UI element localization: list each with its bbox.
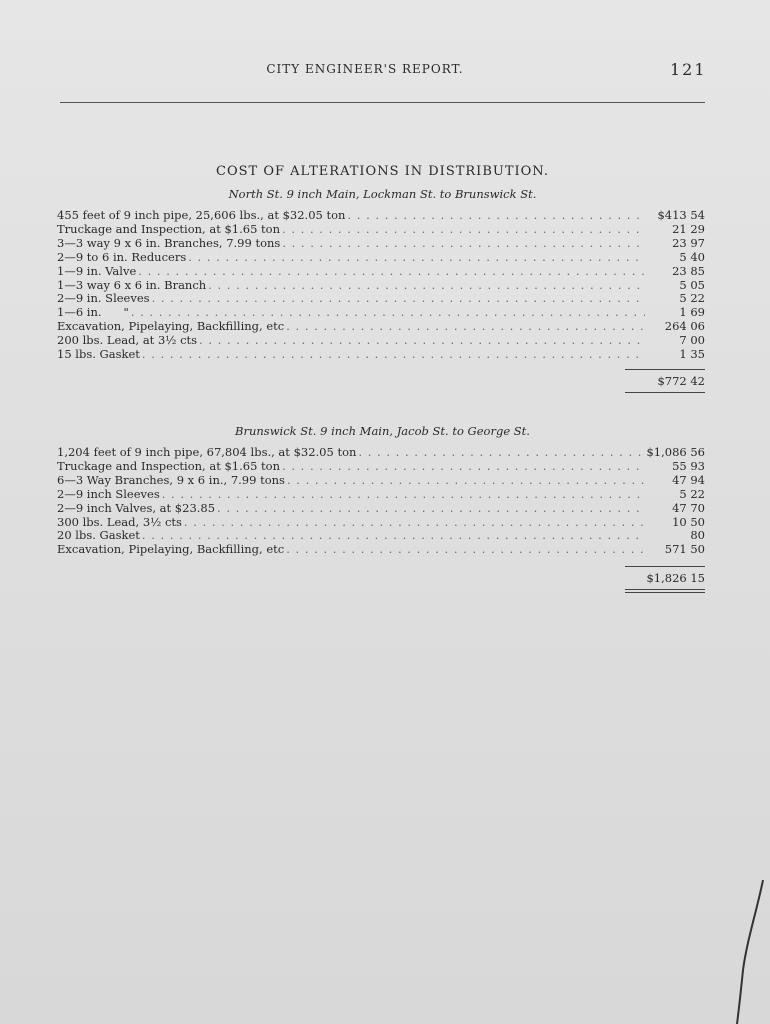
item-amount: 21 29 [672, 221, 705, 236]
item-description: Truckage and Inspection, at $1.65 ton [57, 458, 281, 473]
item-description: 20 lbs. Gasket [57, 528, 140, 543]
ledger-row [57, 306, 705, 320]
item-amount: 47 70 [672, 500, 705, 515]
item-description: 2—9 in. Sleeves [57, 291, 150, 306]
ledger-row [57, 474, 705, 488]
page-fold-mark [735, 880, 765, 1024]
ledger-row [57, 334, 705, 348]
ledger-row [57, 348, 705, 362]
item-description: 1—3 way 6 x 6 in. Branch [57, 277, 207, 292]
page-number: 121 [670, 60, 707, 79]
ledger-row [57, 209, 705, 223]
item-description: Excavation, Pipelaying, Backfilling, etc [57, 319, 285, 334]
item-description: 2—9 inch Valves, at $23.85 [57, 500, 216, 515]
item-amount: 23 97 [672, 235, 705, 250]
item-description: 1—6 in. " [57, 305, 129, 320]
item-amount: 5 22 [679, 486, 705, 501]
item-amount: 47 94 [672, 472, 705, 487]
cost-ledger [57, 446, 705, 557]
item-amount: 264 06 [664, 319, 705, 334]
item-amount: 1 35 [679, 347, 705, 362]
item-description: 1,204 feet of 9 inch pipe, 67,804 lbs., at $32.05 ton [57, 445, 357, 459]
ledger-row [57, 279, 705, 293]
item-amount: 5 22 [679, 291, 705, 306]
block-total [625, 566, 705, 593]
ledger-row [57, 488, 705, 502]
block-total [625, 369, 705, 393]
item-amount: 5 40 [679, 249, 705, 264]
item-amount: 5 05 [679, 277, 705, 292]
item-description: Truckage and Inspection, at $1.65 ton [57, 221, 281, 236]
item-description: 200 lbs. Lead, at 3½ cts [57, 333, 198, 348]
item-amount: $413 54 [657, 208, 705, 222]
item-amount: 1 69 [679, 305, 705, 320]
item-amount: 10 50 [672, 514, 705, 529]
cost-ledger [57, 209, 705, 362]
header-rule [60, 102, 705, 103]
ledger-row [57, 502, 705, 516]
ledger-row [57, 292, 705, 306]
item-amount: $1,086 56 [646, 445, 705, 459]
ledger-row [57, 460, 705, 474]
running-header: CITY ENGINEER'S REPORT. [266, 62, 464, 76]
item-description: 6—3 Way Branches, 9 x 6 in., 7.99 tons [57, 472, 285, 487]
total-amount: $1,826 15 [646, 571, 705, 585]
item-amount: 55 93 [672, 458, 705, 473]
ledger-row [57, 516, 705, 530]
item-description: 455 feet of 9 inch pipe, 25,606 lbs., at $32.05 ton [57, 208, 346, 222]
item-description: 15 lbs. Gasket [57, 347, 140, 362]
block-subtitle: Brunswick St. 9 inch Main, Jacob St. to George St. [235, 424, 530, 438]
ledger-row [57, 320, 705, 334]
ledger-row [57, 529, 705, 543]
item-description: Excavation, Pipelaying, Backfilling, etc [57, 542, 285, 557]
ledger-row [57, 223, 705, 237]
item-description: 3—3 way 9 x 6 in. Branches, 7.99 tons [57, 235, 281, 250]
ledger-row [57, 237, 705, 251]
item-description: 2—9 to 6 in. Reducers [57, 249, 187, 264]
item-description: 300 lbs. Lead, 3½ cts [57, 514, 182, 529]
ledger-row [57, 446, 705, 460]
item-amount: 80 [690, 528, 705, 543]
ledger-row [57, 543, 705, 557]
total-amount: $772 42 [657, 374, 705, 388]
item-description: 1—9 in. Valve [57, 263, 137, 278]
item-amount: 571 50 [664, 542, 705, 557]
ledger-row [57, 251, 705, 265]
item-amount: 23 85 [672, 263, 705, 278]
section-heading: COST OF ALTERATIONS IN DISTRIBUTION. [216, 164, 549, 179]
item-amount: 7 00 [679, 333, 705, 348]
item-description: 2—9 inch Sleeves [57, 486, 160, 501]
ledger-row [57, 265, 705, 279]
block-subtitle: North St. 9 inch Main, Lockman St. to Brunswick St. [228, 187, 537, 201]
